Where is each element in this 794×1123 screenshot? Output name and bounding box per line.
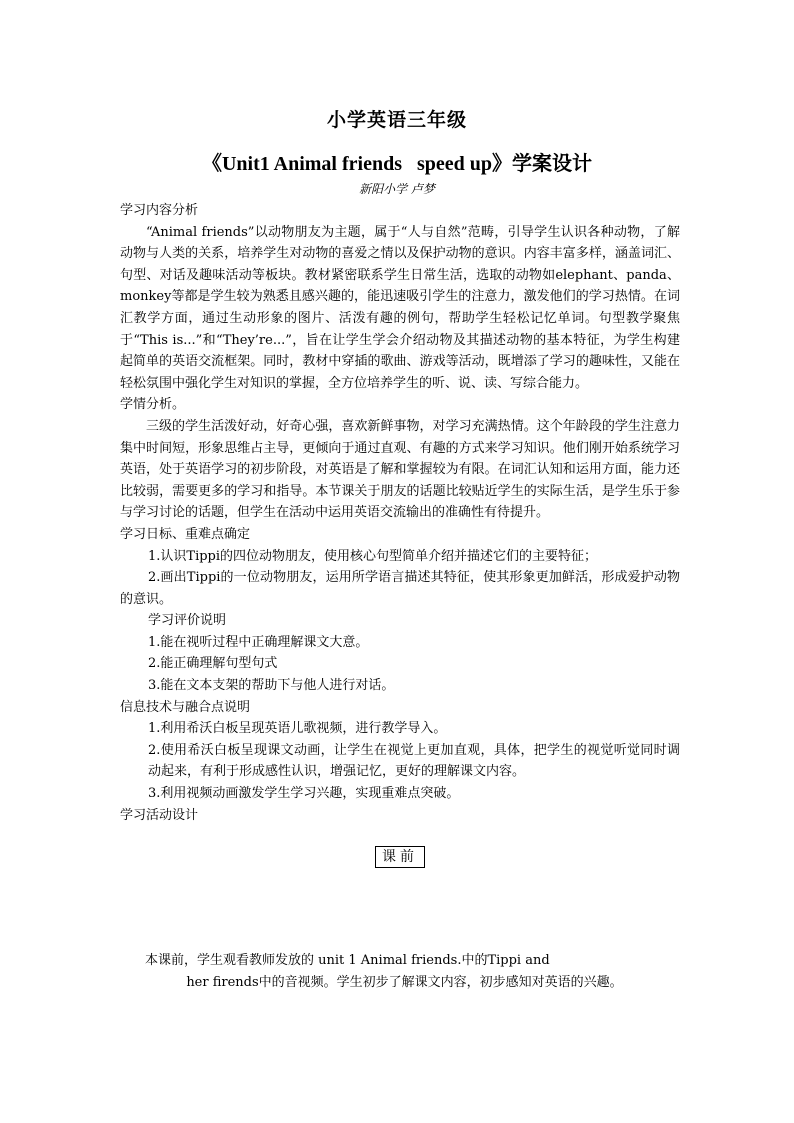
objective-item-2: 2.画出Tippi的一位动物朋友，运用所学语言描述其特征，使其形象更加鲜活，形成爱护动物的意识。 <box>120 570 680 607</box>
section-heading-learner-analysis: 学情分析。 <box>120 397 186 413</box>
badge-row <box>120 846 680 869</box>
evaluation-item-3: 3.能在文本支架的帮助下与他人进行对话。 <box>148 678 395 694</box>
paragraph-content-analysis: “Animal friends”以动物朋友为主题，属于“人与自然”范畴，引导学生认识各种动物，了解动物与人类的关系，培养学生对动物的喜爱之情以及保护动物的意识。内容丰富多样，涵盖词汇、句型、对话及趣味活动等板块。教材紧密联系学生日常生活，选取的动物如elephant、panda、monkey等都是学生较为熟悉且感兴趣的，能迅速吸引学生的注意力，激发他们的学习热情。在词汇教学方面，通过生动形象的图片、活泼有趣的例句，帮助学生轻松记忆单词。句型教学聚焦于“This is...”和“They’re...”，旨在让学生学会介绍动物及其描述动物的基本特征，为学生构建起简单的英语交流框架。同时，教材中穿插的歌曲、游戏等活动，既增添了学习的趣味性，又能在轻松氛围中强化学生对知识的掌握，全方位培养学生的听、说、读、写综合能力。 <box>120 224 680 391</box>
document-subtitle: 《Unit1 Animal friends speed up》学案设计 <box>201 153 593 175</box>
document-body <box>120 200 680 869</box>
document-title: 小学英语三年级 <box>326 109 467 131</box>
pre-class-text <box>132 950 677 993</box>
subheading-evaluation: 学习评价说明 <box>148 613 227 629</box>
section-heading-activity-design: 学习活动设计 <box>120 807 199 823</box>
it-item-3: 3.利用视频动画激发学生学习兴趣，实现重难点突破。 <box>148 786 460 802</box>
evaluation-item-1: 1.能在视听过程中正确理解课文大意。 <box>148 634 369 650</box>
author-line: 新阳小学 卢梦 <box>359 182 435 196</box>
pre-class-badge: 课前 <box>375 846 425 868</box>
pre-class-line-2: her firends中的音视频。学生初步了解课文内容，初步感知对英语的兴趣。 <box>186 974 623 990</box>
evaluation-item-2: 2.能正确理解句型句式 <box>148 656 278 672</box>
section-heading-content-analysis: 学习内容分析 <box>120 203 199 218</box>
objective-item-1: 1.认识Tippi的四位动物朋友，使用核心句型简单介绍并描述它们的主要特征； <box>148 548 598 564</box>
pre-class-line-1: 本课前，学生观看教师发放的 unit 1 Animal friends.中的Tippi and <box>145 953 550 968</box>
section-heading-objectives: 学习日标、重难点确定 <box>120 526 251 542</box>
it-item-1: 1.利用希沃白板呈现英语儿歌视频，进行教学导入。 <box>148 721 447 737</box>
section-heading-it-integration: 信息技术与融合点说明 <box>120 699 251 715</box>
it-item-2: 2.使用希沃白板呈现课文动画，让学生在视觉上更加直观，具体，把学生的视觉听觉同时调动起来，有利于形成感性认识，增强记忆，更好的理解课文内容。 <box>148 742 680 780</box>
paragraph-learner-analysis: 三级的学生活泼好动，好奇心强，喜欢新鲜事物，对学习充满热情。这个年龄段的学生注意力集中时间短，形象思维占主导，更倾向于通过直观、有趣的方式来学习知识。他们刚开始系统学习英语，处于英语学习的初步阶段，对英语是了解和掌握较为有限。在词汇认知和运用方面，能力还比较弱，需要更多的学习和指导。本节课关于朋友的话题比较贴近学生的实际生活，是学生乐于参与学习讨论的话题，但学生在活动中运用英语交流输出的准确性有待提升。 <box>120 418 680 521</box>
